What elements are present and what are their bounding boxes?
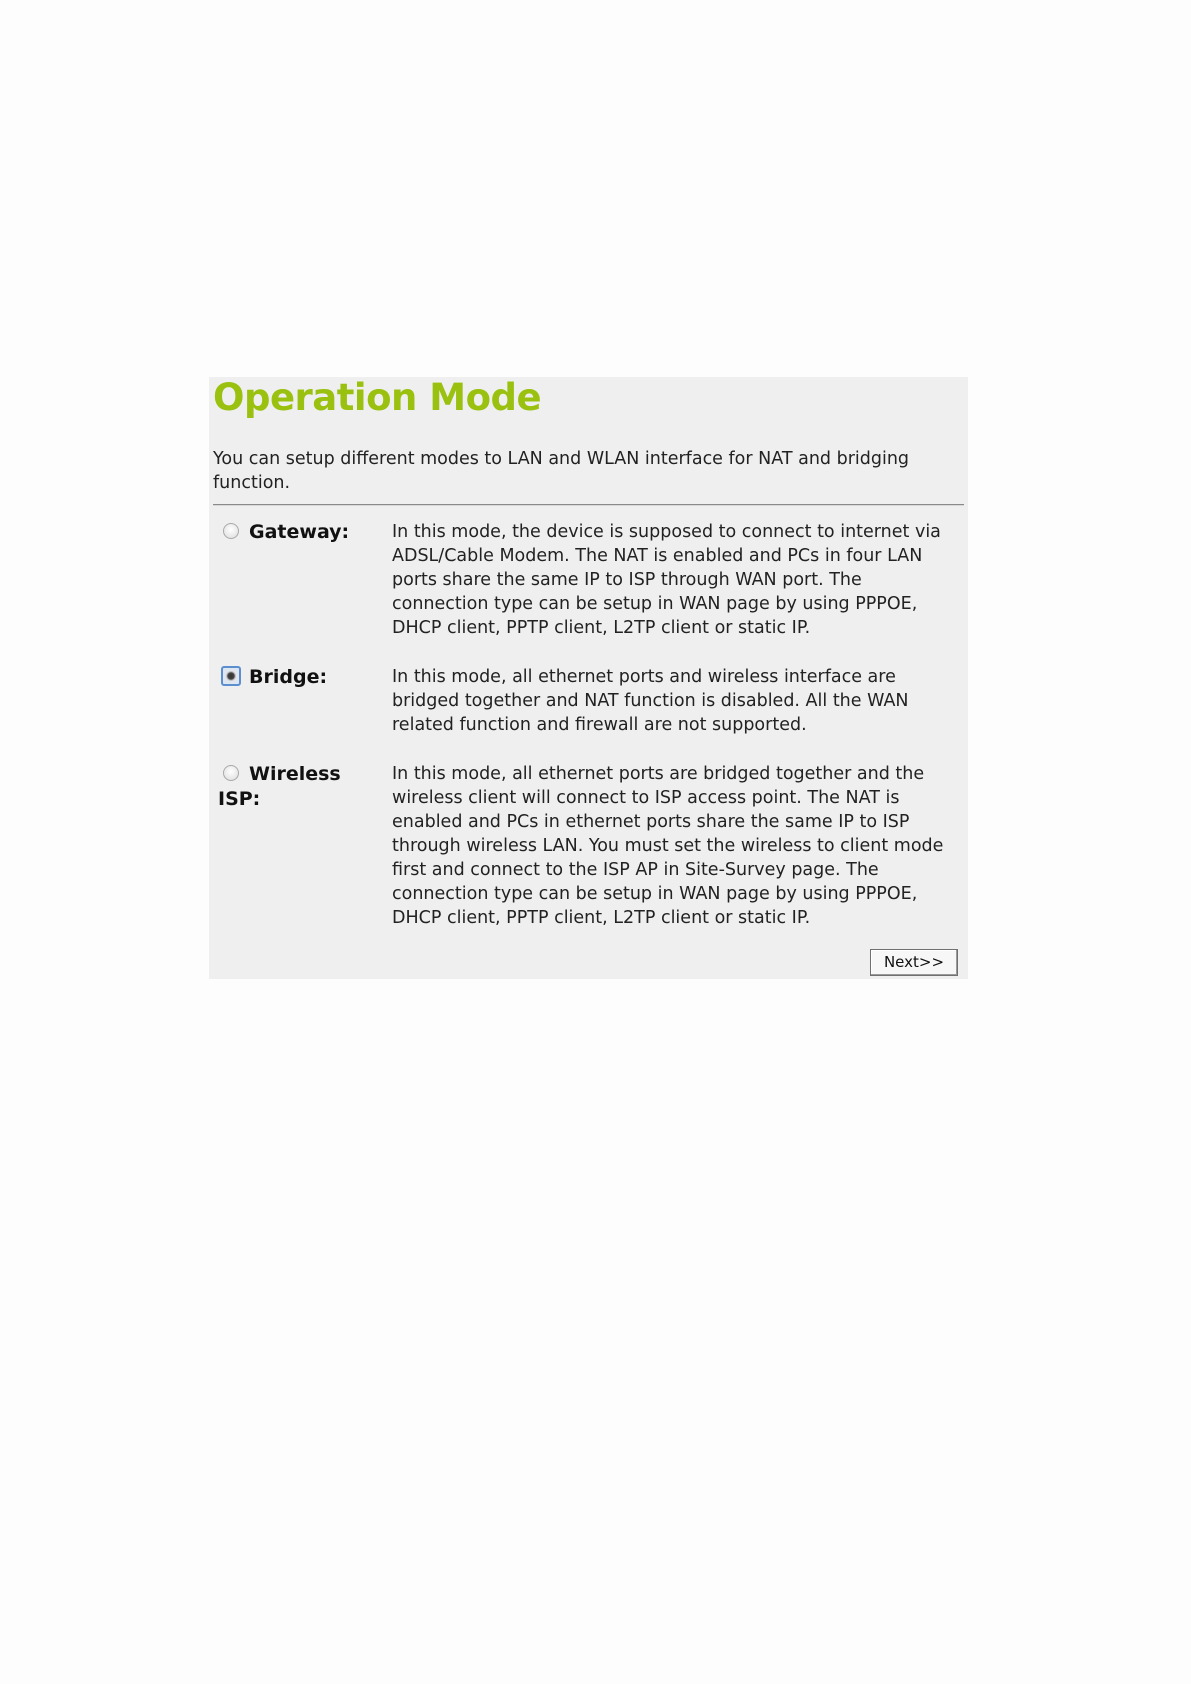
page-title: Operation Mode <box>213 376 542 419</box>
wireless-isp-description: In this mode, all ethernet ports are bridged together and the wireless client will connect to ISP access point. The NAT is enabled and PCs in ethernet ports share the same IP to ISP through wireless LAN. You must set the wireless to client mode first and connect to the ISP AP in Site-Survey page. The connection type can be setup in WAN page by using PPPOE, DHCP client, PPTP client, L2TP client or static IP. <box>392 764 944 928</box>
mode-label-gateway[interactable] <box>218 520 378 545</box>
divider <box>213 504 964 506</box>
bridge-radio[interactable] <box>221 666 241 686</box>
gateway-label-text: Gateway: <box>249 521 350 543</box>
bridge-label-text: Bridge: <box>249 666 328 688</box>
gateway-description: In this mode, the device is supposed to connect to internet via ADSL/Cable Modem. The NAT is enabled and PCs in four LAN ports share the same IP to ISP through WAN port. The connection type can be setup in WAN page by using PPPOE, DHCP client, PPTP client, L2TP client or static IP. <box>392 522 941 638</box>
wireless-isp-label-text: Wireless ISP: <box>218 763 341 810</box>
mode-label-bridge[interactable] <box>218 665 378 690</box>
intro-text: You can setup different modes to LAN and WLAN interface for NAT and bridging function. <box>213 449 910 493</box>
bridge-description: In this mode, all ethernet ports and wireless interface are bridged together and NAT function is disabled. All the WAN related function and firewall are not supported. <box>392 667 909 735</box>
wireless-isp-radio[interactable] <box>223 765 239 781</box>
operation-mode-panel <box>209 377 968 979</box>
next-button[interactable]: Next>> <box>870 949 958 976</box>
mode-label-wireless-isp[interactable] <box>218 762 353 812</box>
gateway-radio[interactable] <box>223 523 239 539</box>
